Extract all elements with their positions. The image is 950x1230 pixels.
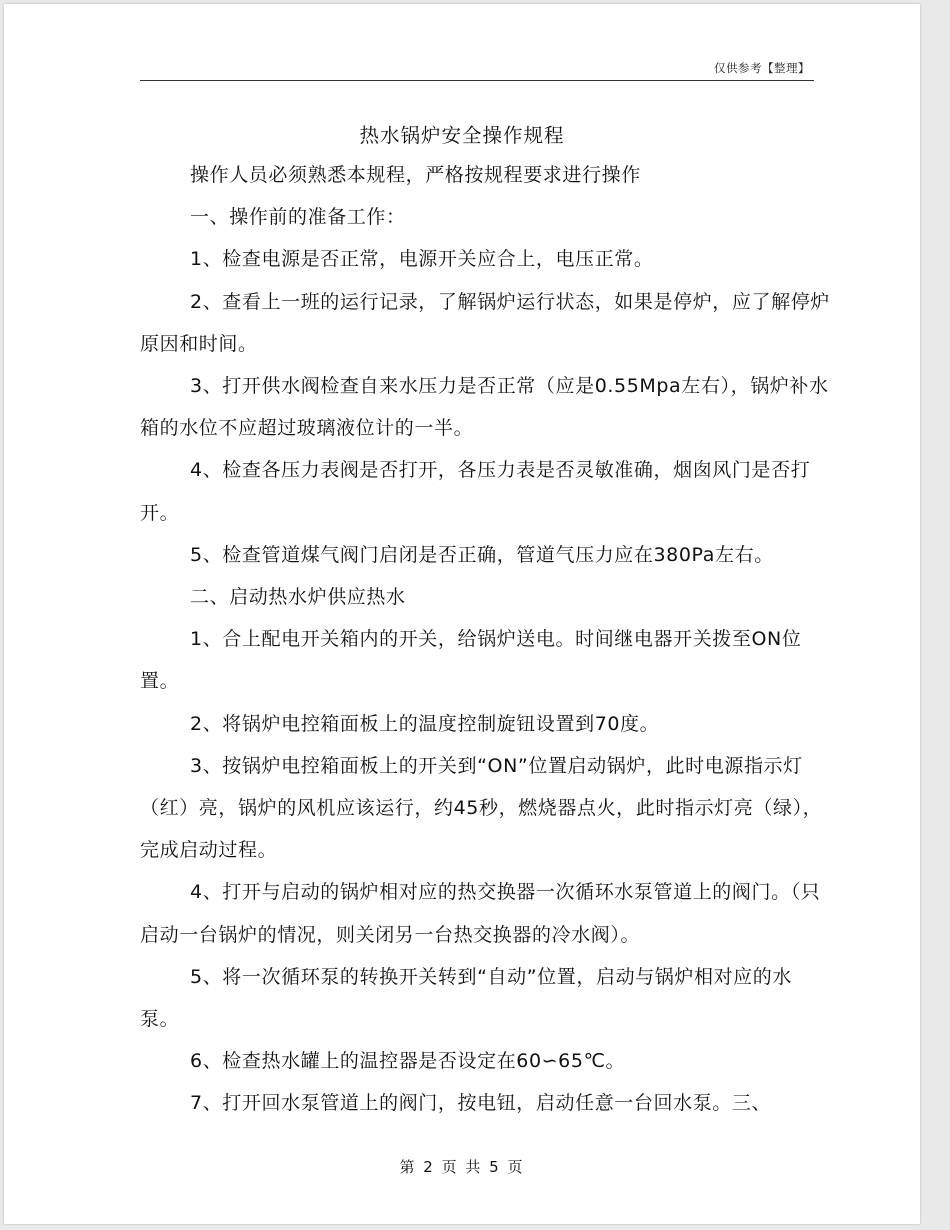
section-heading-start: 二、启动热水炉供应热水 <box>190 586 406 609</box>
document-page <box>4 4 920 1224</box>
paragraph-prep-3: 3、打开供水阀检查自来水压力是否正常（应是0.55Mpa左右），锅炉补水箱的水位不应超过玻璃液位计的一半。 <box>140 375 829 440</box>
paragraph-start-3: 3、按锅炉电控箱面板上的开关到“ON”位置启动锅炉，此时电源指示灯（红）亮，锅炉的风机应该运行，约45秒，燃烧器点火，此时指示灯亮（绿），完成启动过程。 <box>140 754 823 862</box>
paragraph-start-5: 5、将一次循环泵的转换开关转到“自动”位置，启动与锅炉相对应的水泵。 <box>140 965 792 1031</box>
paragraph-prep-5: 5、检查管道煤气阀门启闭是否正确，管道气压力应在380Pa左右。 <box>190 543 774 566</box>
paragraph-start-6: 6、检查热水罐上的温控器是否设定在60∽65℃。 <box>190 1050 626 1073</box>
header-note: 仅供参考【整理】 <box>714 61 810 75</box>
document-title: 热水锅炉安全操作规程 <box>359 124 565 147</box>
header-divider <box>140 80 814 81</box>
paragraph-start-1: 1、合上配电开关箱内的开关，给锅炉送电。时间继电器开关拨至ON位置。 <box>140 628 802 693</box>
paragraph-prep-2: 2、查看上一班的运行记录，了解锅炉运行状态，如果是停炉，应了解停炉原因和时间。 <box>140 290 830 355</box>
paragraph-start-4: 4、打开与启动的锅炉相对应的热交换器一次循环水泵管道上的阀门。（只启动一台锅炉的情况，则关闭另一台热交换器的冷水阀）。 <box>140 881 821 946</box>
paragraph-start-2: 2、将锅炉电控箱面板上的温度控制旋钮设置到70度。 <box>190 712 660 735</box>
section-heading-prep: 一、操作前的准备工作： <box>190 206 406 229</box>
paragraph-start-7: 7、打开回水泵管道上的阀门，按电钮，启动任意一台回水泵。三、 <box>190 1092 772 1115</box>
document-body <box>140 154 830 1125</box>
paragraph-prep-4: 4、检查各压力表阀是否打开，各压力表是否灵敏准确，烟囱风门是否打开。 <box>140 459 811 524</box>
paragraph-intro: 操作人员必须熟悉本规程，严格按规程要求进行操作 <box>190 164 641 186</box>
paragraph-prep-1: 1、检查电源是否正常，电源开关应合上，电压正常。 <box>190 248 654 271</box>
page-number-footer: 第 2 页 共 5 页 <box>399 1158 525 1176</box>
